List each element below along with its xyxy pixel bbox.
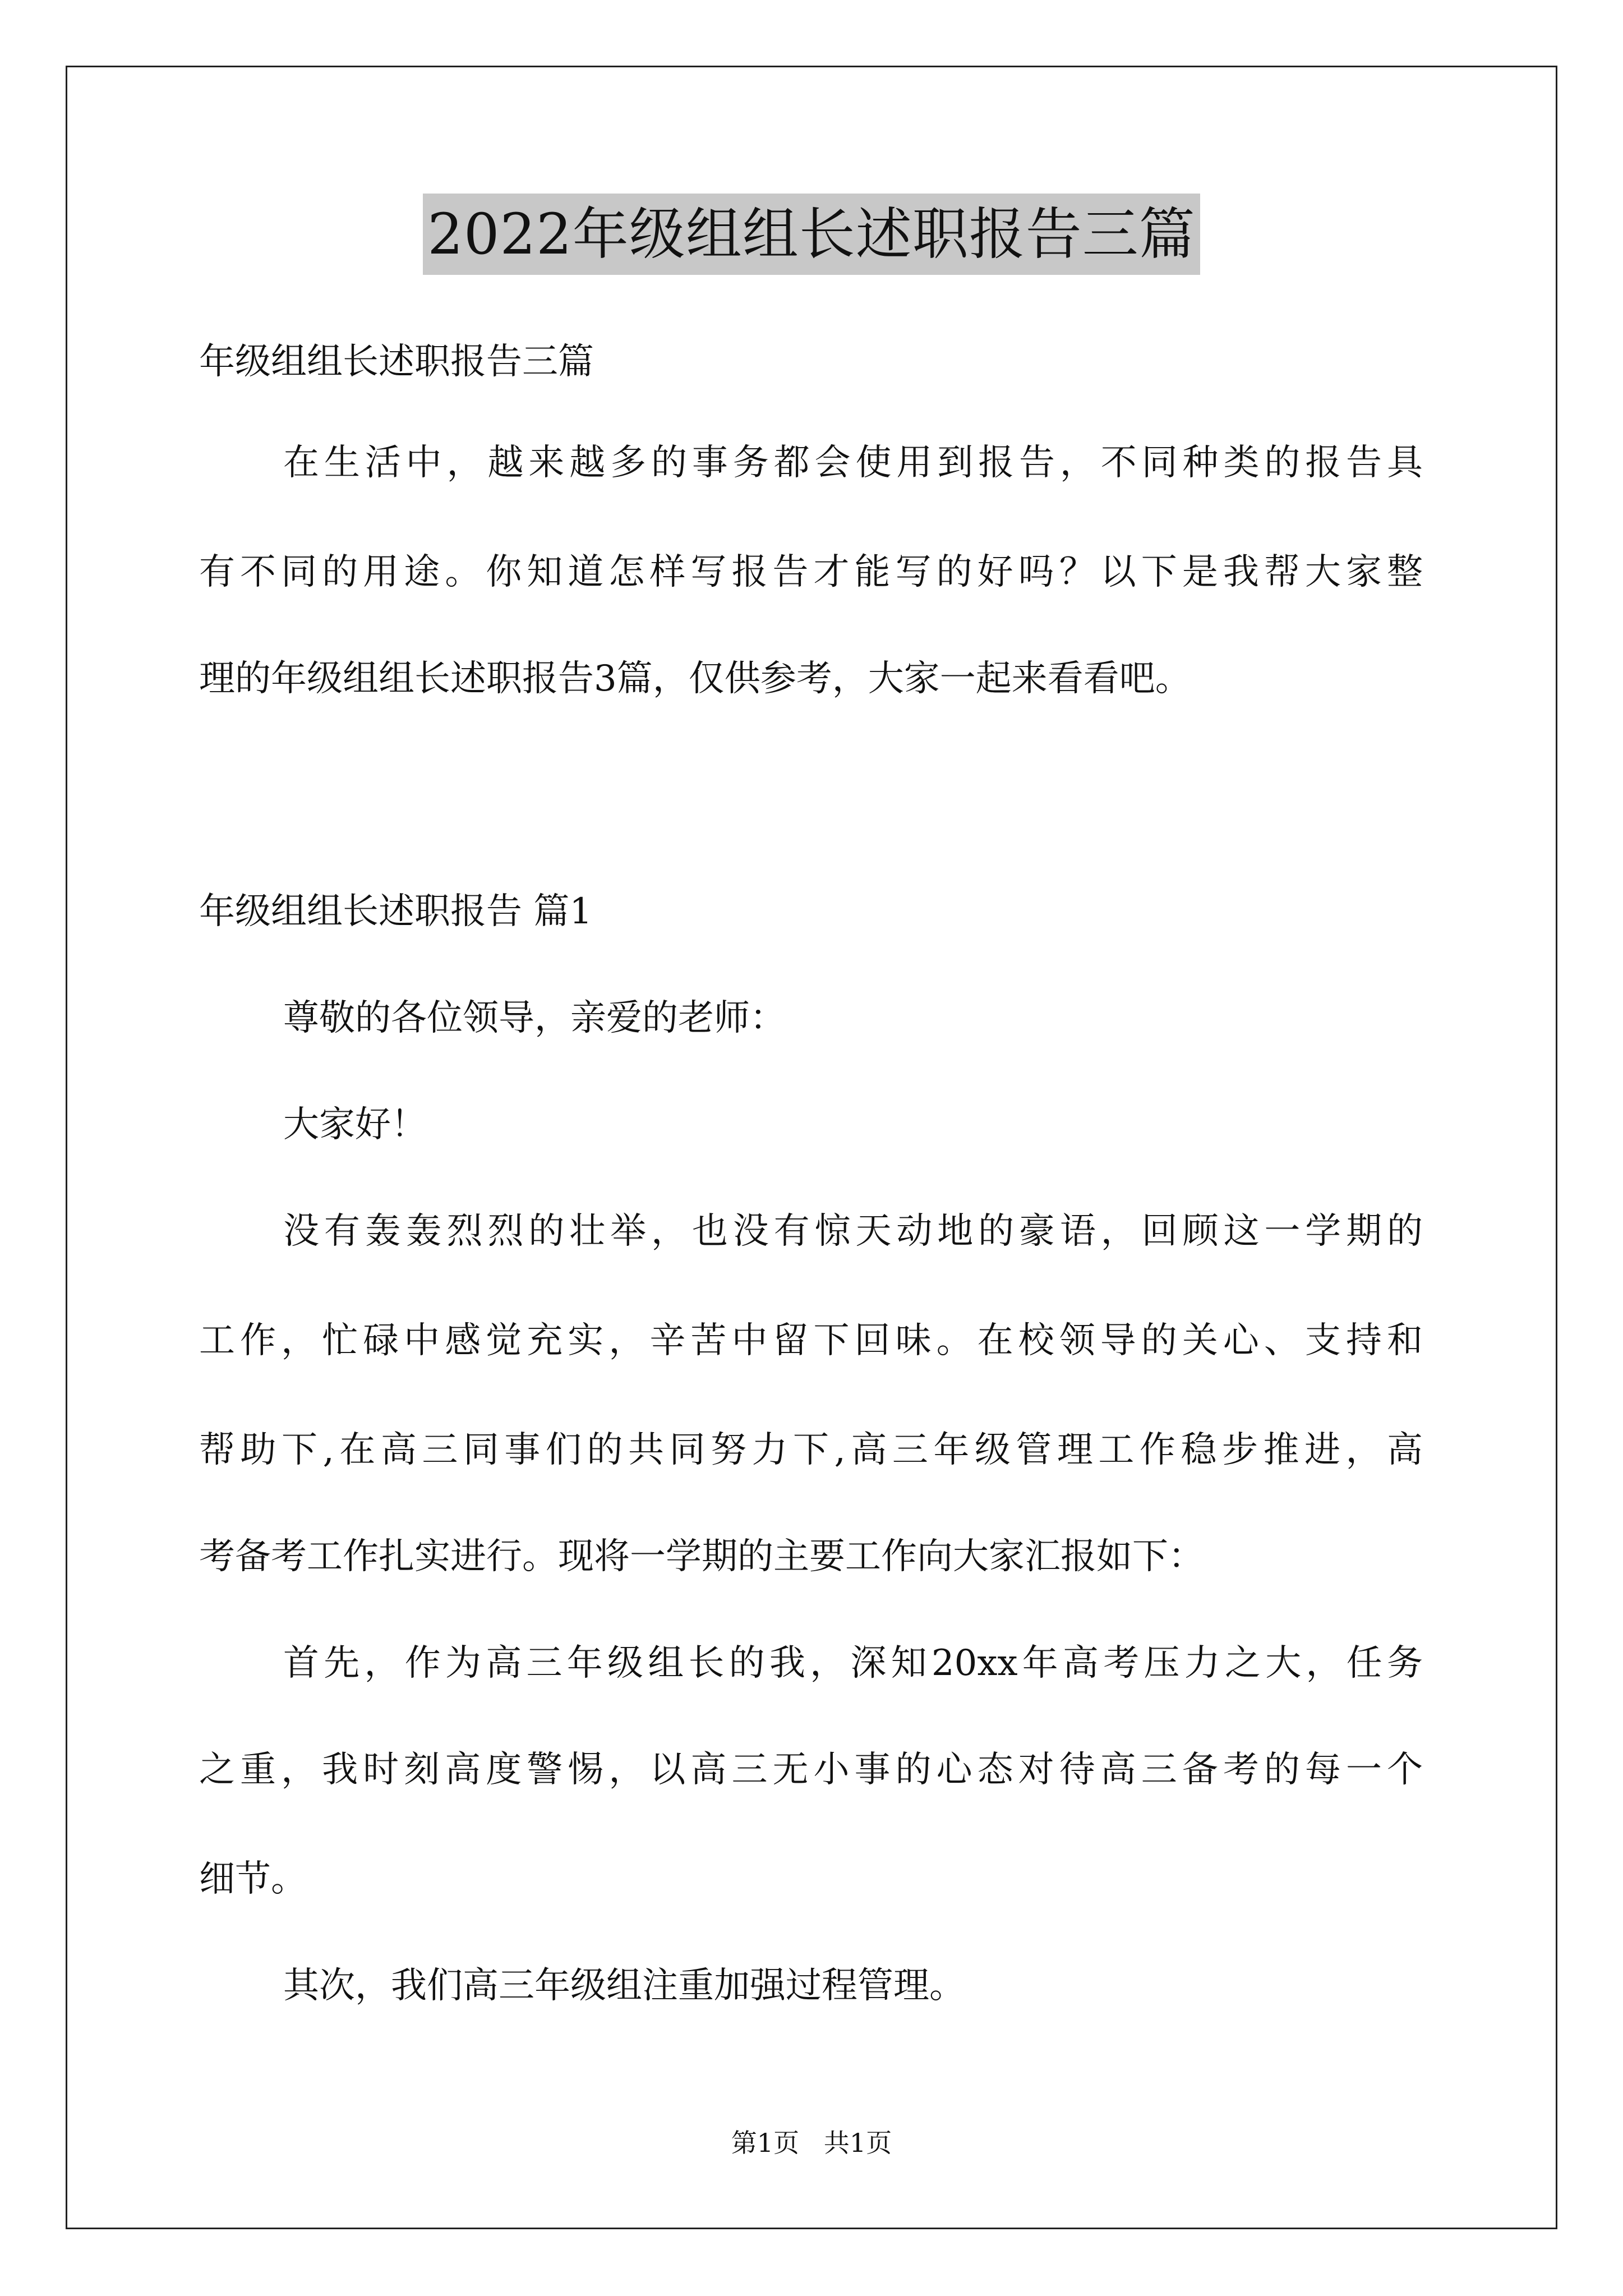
page-footer: 第1页 共1页 bbox=[731, 2128, 892, 2158]
paragraph3-line-1: 其次，我们高三年级组注重加强过程管理。 bbox=[283, 1965, 965, 2007]
intro-line-2: 有不同的用途。你知道怎样写报告才能写的好吗？以下是我帮大家整 bbox=[199, 551, 1423, 593]
paragraph2-line-2: 之重，我时刻高度警惕，以高三无小事的心态对待高三备考的每一个 bbox=[199, 1749, 1423, 1791]
title-container bbox=[0, 194, 1623, 275]
paragraph2-line-1: 首先，作为高三年级组长的我，深知20xx年高考压力之大，任务 bbox=[283, 1642, 1423, 1684]
paragraph2-line-3: 细节。 bbox=[199, 1858, 307, 1900]
greeting-line: 尊敬的各位领导，亲爱的老师： bbox=[283, 997, 786, 1039]
section-heading: 年级组组长述职报告 篇1 bbox=[199, 891, 593, 932]
intro-line-1: 在生活中，越来越多的事务都会使用到报告，不同种类的报告具 bbox=[283, 442, 1423, 484]
paragraph1-line-3: 帮助下,在高三同事们的共同努力下,高三年级管理工作稳步推进，高 bbox=[199, 1429, 1423, 1471]
paragraph1-line-1: 没有轰轰烈烈的壮举，也没有惊天动地的豪语，回顾这一学期的 bbox=[283, 1211, 1423, 1252]
document-title: 2022年级组组长述职报告三篇 bbox=[423, 194, 1200, 275]
hello-line: 大家好！ bbox=[283, 1104, 427, 1145]
document-subtitle: 年级组组长述职报告三篇 bbox=[199, 341, 594, 383]
intro-line-3: 理的年级组组长述职报告3篇，仅供参考，大家一起来看看吧。 bbox=[199, 658, 1191, 700]
paragraph1-line-4: 考备考工作扎实进行。现将一学期的主要工作向大家汇报如下： bbox=[199, 1536, 1204, 1577]
paragraph1-line-2: 工作，忙碌中感觉充实，辛苦中留下回味。在校领导的关心、支持和 bbox=[199, 1320, 1423, 1361]
